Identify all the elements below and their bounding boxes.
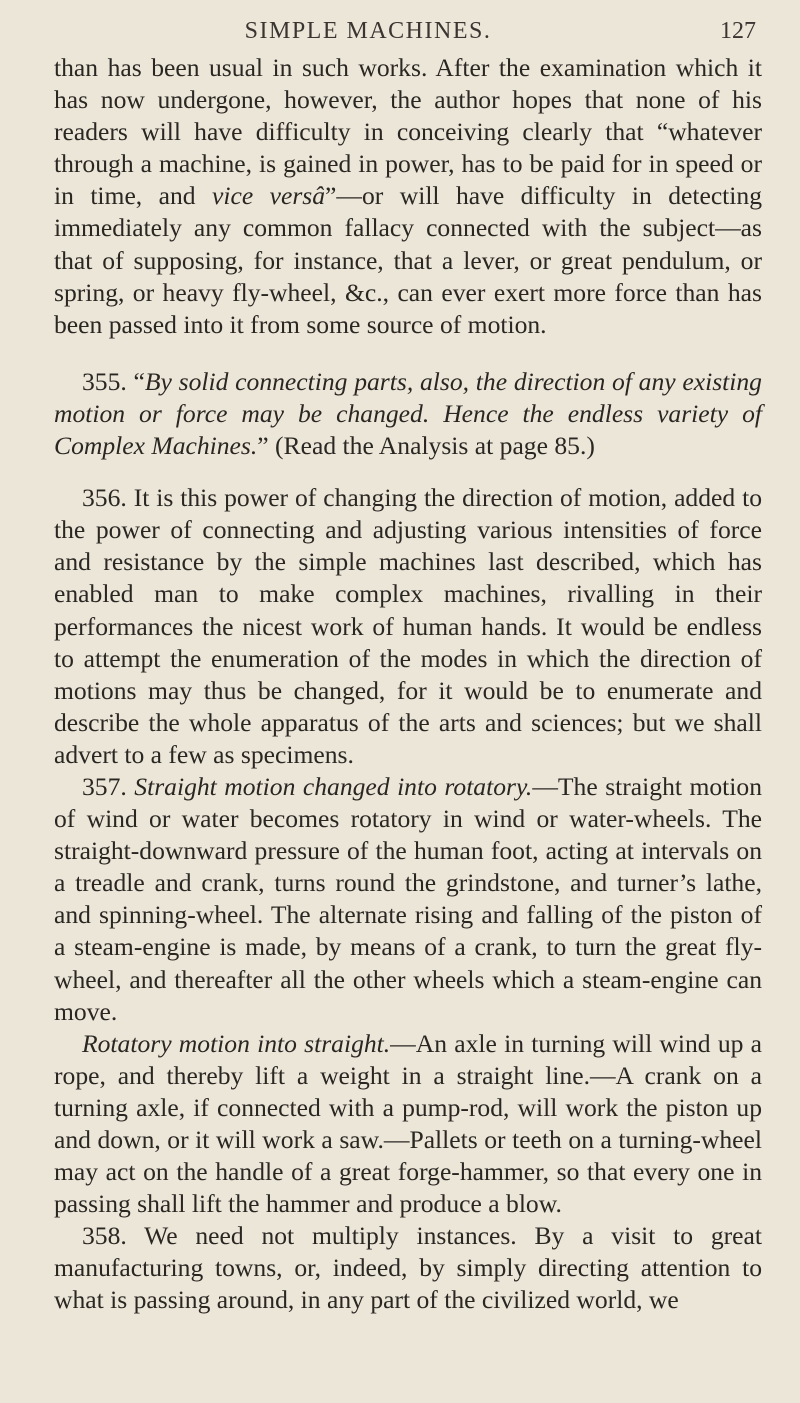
italic-run: By solid connecting parts, also, the direction of any existing motion or force may be changed. Hence the endless variety of Complex Machines. — [54, 366, 762, 461]
text-run: than has been usual in such works. After the examination which it has now undergone, however, the author hopes that none of his readers will have difficulty in conceiving clearly that “whatever through a machine, is gained in power, has to be paid for in speed or in time, and — [54, 53, 762, 211]
italic-run: Rotatory motion into straight. — [82, 1028, 391, 1058]
running-head-title: SIMPLE MACHINES. — [244, 18, 492, 44]
paragraph-continued — [54, 52, 762, 341]
text-run: ”—or will have difficulty in detecting immediately any common fallacy connected with the subject—as that of supposing, for instance, that a lever, or great pendulum, or spring, or heavy fly-wheel, &c., can ever exert more force than has been passed into it from some source of motion. — [54, 181, 762, 339]
text-run: 356. It is this power of changing the direction of motion, added to the power of connecting and adjusting various intensities of force and resistance by the simple machines last described, which has enabled man to make complex machines, rivalling in their performances the nicest work of human hands. It would be endless to attempt the enumeration of the modes in which the direction of motions may thus be changed, for it would be to enumerate and describe the whole apparatus of the arts and sciences; but we shall advert to a few as specimens. — [54, 483, 762, 769]
running-head — [54, 0, 762, 50]
text-run: 358. We need not multiply instances. By a visit to great manufacturing towns, or, indeed, by simply directing attention to what is passing around, in any part of the civilized world, we — [54, 1221, 762, 1315]
text-run: —The straight motion of wind or water becomes rotatory in wind or water-wheels. The straight-downward pressure of the human foot, acting at intervals on a treadle and crank, turns round the grindstone, and turner’s lathe, and spinning-wheel. The alternate rising and falling of the piston of a steam-engine is made, by means of a crank, to turn the great fly-wheel, and thereafter all the other wheels which a steam-engine can move. — [54, 771, 762, 1026]
section-number: 355. “ — [82, 366, 145, 396]
text-run: ” (Read the Analysis at page 85.) — [257, 431, 595, 461]
paragraph-357 — [54, 771, 762, 1028]
paragraph-358 — [54, 1220, 762, 1316]
italic-run: Straight motion changed into rotatory. — [134, 771, 533, 801]
section-number: 357. — [82, 771, 135, 801]
paragraph-356 — [54, 482, 762, 771]
body-text — [54, 52, 762, 1317]
paragraph-355 — [54, 366, 762, 462]
italic-run: vice versâ — [212, 181, 326, 211]
paragraph-rotatory — [54, 1028, 762, 1221]
text-run: —An axle in turning will wind up a rope, and thereby lift a weight in a straight line.—A crank on a turning axle, if connected with a pump-rod, will work the piston up and down, or it will work a saw.—Pallets or teeth on a turning-wheel may act on the handle of a great forge-hammer, so that every one in passing shall lift the hammer and produce a blow. — [54, 1028, 762, 1219]
page-number: 127 — [720, 18, 756, 44]
